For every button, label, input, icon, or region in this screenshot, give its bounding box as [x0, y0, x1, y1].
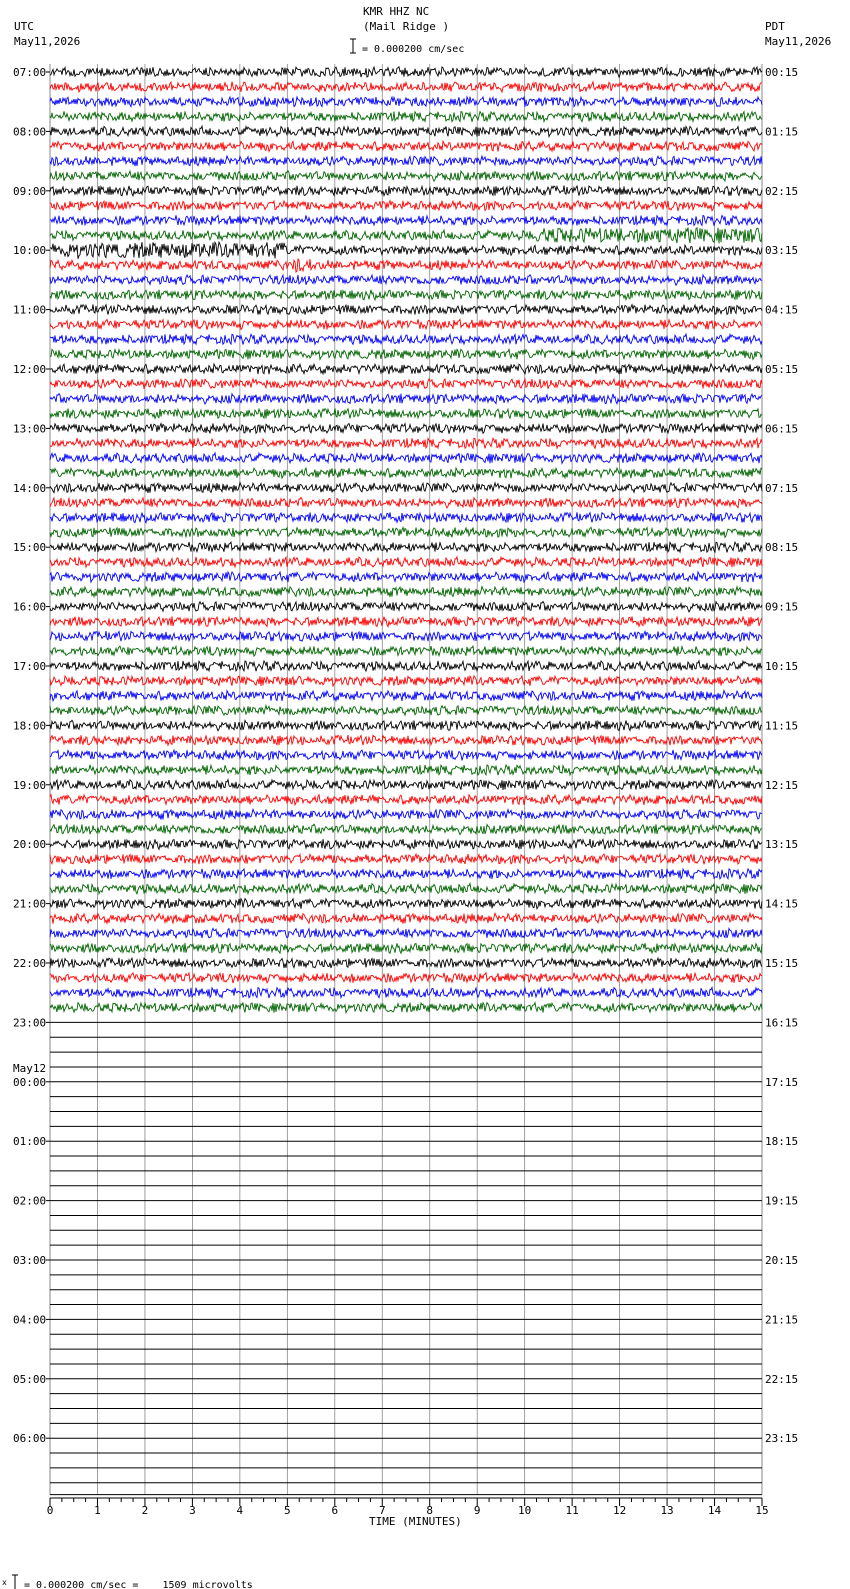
trace-row	[50, 631, 762, 641]
x-tick-label: 14	[707, 1504, 722, 1517]
utc-label: 13:00	[13, 422, 47, 436]
left-timezone: UTC	[14, 20, 34, 33]
x-tick-label: 12	[612, 1504, 627, 1517]
trace-row	[50, 958, 762, 968]
trace-row	[50, 438, 762, 448]
trace-row	[50, 720, 762, 730]
pdt-label: 19:15	[765, 1194, 799, 1208]
trace-row	[50, 349, 762, 359]
trace-row	[50, 824, 762, 834]
x-tick-label: 15	[755, 1504, 769, 1517]
utc-label: 20:00	[13, 838, 47, 852]
pdt-label: 18:15	[765, 1135, 799, 1149]
trace-row	[50, 259, 762, 272]
pdt-label: 13:15	[765, 838, 799, 852]
trace-row	[50, 379, 762, 389]
x-axis-label: TIME (MINUTES)	[369, 1515, 462, 1528]
trace-row	[50, 765, 762, 775]
utc-label: 23:00	[13, 1016, 47, 1030]
trace-row	[50, 735, 762, 745]
x-tick-label: 1	[94, 1504, 101, 1517]
trace-row	[50, 557, 762, 567]
trace-row	[50, 242, 762, 259]
trace-row	[50, 542, 762, 552]
trace-row	[50, 304, 762, 314]
trace-row	[50, 512, 762, 522]
utc-label: 08:00	[13, 125, 47, 139]
footer-scale-label: = 0.000200 cm/sec = 1509 microvolts	[24, 1580, 253, 1589]
x-tick-label: 7	[378, 1504, 386, 1517]
utc-label: 09:00	[13, 184, 47, 198]
trace-row	[50, 587, 762, 597]
trace-row	[50, 141, 762, 151]
pdt-label: 15:15	[765, 957, 799, 970]
trace-row	[50, 67, 762, 77]
right-date: May11,2026	[765, 35, 832, 48]
pdt-label: 05:15	[765, 363, 799, 376]
pdt-label: 10:15	[765, 660, 799, 673]
pdt-label: 09:15	[765, 600, 799, 614]
trace-row	[50, 290, 762, 300]
trace-row	[50, 706, 762, 716]
trace-row	[50, 334, 762, 344]
utc-label: 07:00	[13, 66, 47, 79]
utc-label: 03:00	[13, 1254, 47, 1267]
utc-label: 22:00	[13, 957, 47, 970]
trace-row	[50, 928, 762, 938]
utc-label: 17:00	[13, 660, 47, 673]
footer-scale-bar-icon	[12, 1575, 18, 1589]
station-title: KMR HHZ NC	[363, 5, 430, 18]
pdt-label: 17:15	[765, 1075, 799, 1089]
x-tick-label: 9	[473, 1504, 481, 1517]
x-tick-label: 13	[660, 1504, 674, 1517]
x-tick-label: 8	[426, 1504, 434, 1517]
pdt-label: 11:15	[765, 719, 799, 733]
pdt-label: 06:15	[765, 422, 799, 436]
pdt-hour-labels	[765, 66, 798, 1445]
trace-row	[50, 156, 762, 166]
trace-row	[50, 453, 762, 463]
x-tick-label: 4	[236, 1504, 244, 1517]
location-title: (Mail Ridge )	[363, 20, 450, 33]
footer-mark: x	[2, 1578, 7, 1587]
trace-row	[50, 394, 762, 404]
utc-label: 19:00	[13, 778, 47, 792]
utc-label: 05:00	[13, 1372, 47, 1386]
trace-row	[50, 973, 762, 983]
pdt-label: 22:15	[765, 1372, 799, 1386]
trace-row	[50, 988, 762, 998]
pdt-label: 01:15	[765, 125, 799, 139]
pdt-label: 08:15	[765, 541, 799, 555]
utc-label: 01:00	[13, 1135, 47, 1149]
utc-label: 18:00	[13, 719, 47, 733]
trace-row	[50, 408, 762, 418]
pdt-label: 07:15	[765, 481, 799, 495]
utc-label: 21:00	[13, 897, 47, 911]
trace-row	[50, 483, 762, 493]
trace-row	[50, 943, 762, 953]
pdt-label: 20:15	[765, 1254, 799, 1267]
trace-row	[50, 97, 762, 107]
trace-row	[50, 809, 762, 819]
trace-row	[50, 1003, 762, 1013]
x-tick-label: 10	[518, 1504, 532, 1517]
trace-row	[50, 572, 762, 582]
empty-row-baselines	[50, 1022, 762, 1494]
trace-row	[50, 750, 762, 760]
x-tick-label: 6	[331, 1504, 339, 1517]
pdt-label: 14:15	[765, 897, 799, 911]
trace-row	[50, 498, 762, 508]
utc-label: 14:00	[13, 481, 47, 495]
scale-bar-icon	[350, 39, 356, 53]
trace-row	[50, 468, 762, 478]
pdt-label: 04:15	[765, 303, 799, 317]
utc-label: 16:00	[13, 600, 47, 614]
trace-row	[50, 126, 762, 136]
trace-row	[50, 780, 762, 790]
trace-row	[50, 616, 762, 626]
utc-label: 10:00	[13, 244, 47, 258]
trace-row	[50, 527, 762, 537]
utc-label: 12:00	[13, 363, 47, 376]
pdt-label: 21:15	[765, 1313, 799, 1327]
pdt-label: 03:15	[765, 244, 799, 258]
x-tick-label: 2	[141, 1504, 149, 1517]
trace-row	[50, 201, 762, 211]
trace-row	[50, 661, 762, 671]
pdt-label: 00:15	[765, 66, 799, 79]
utc-date-label: May12	[13, 1061, 47, 1075]
trace-row	[50, 913, 762, 923]
scale-label: = 0.000200 cm/sec	[362, 44, 465, 55]
utc-label: 15:00	[13, 541, 47, 555]
utc-hour-labels	[13, 66, 50, 1445]
x-tick-label: 5	[284, 1504, 291, 1517]
trace-row	[50, 899, 762, 909]
trace-row	[50, 82, 762, 92]
trace-row	[50, 364, 762, 374]
trace-row	[50, 215, 762, 225]
x-tick-label: 0	[46, 1504, 54, 1517]
x-tick-label: 3	[189, 1504, 196, 1517]
right-timezone: PDT	[765, 20, 785, 33]
pdt-label: 02:15	[765, 184, 799, 198]
trace-row	[50, 676, 762, 686]
trace-row	[50, 171, 762, 181]
trace-row	[50, 275, 762, 285]
pdt-label: 16:15	[765, 1016, 799, 1030]
pdt-label: 23:15	[765, 1432, 799, 1446]
trace-row	[50, 884, 762, 894]
trace-row	[50, 839, 762, 849]
trace-row	[50, 423, 762, 433]
utc-label: 02:00	[13, 1194, 47, 1208]
trace-row	[50, 854, 762, 864]
x-tick-label: 11	[565, 1504, 579, 1517]
utc-label: 00:00	[13, 1075, 47, 1089]
utc-label: 04:00	[13, 1313, 47, 1327]
trace-row	[50, 795, 762, 805]
trace-row	[50, 691, 762, 701]
trace-row	[50, 602, 762, 612]
utc-label: 11:00	[13, 303, 47, 317]
left-date: May11,2026	[14, 35, 81, 48]
seismic-traces	[50, 67, 762, 1013]
trace-row	[50, 646, 762, 656]
trace-row	[50, 228, 762, 244]
trace-row	[50, 111, 762, 121]
trace-row	[50, 186, 762, 196]
pdt-label: 12:15	[765, 778, 799, 792]
trace-row	[50, 319, 762, 329]
utc-label: 06:00	[13, 1432, 47, 1446]
trace-row	[50, 869, 762, 879]
